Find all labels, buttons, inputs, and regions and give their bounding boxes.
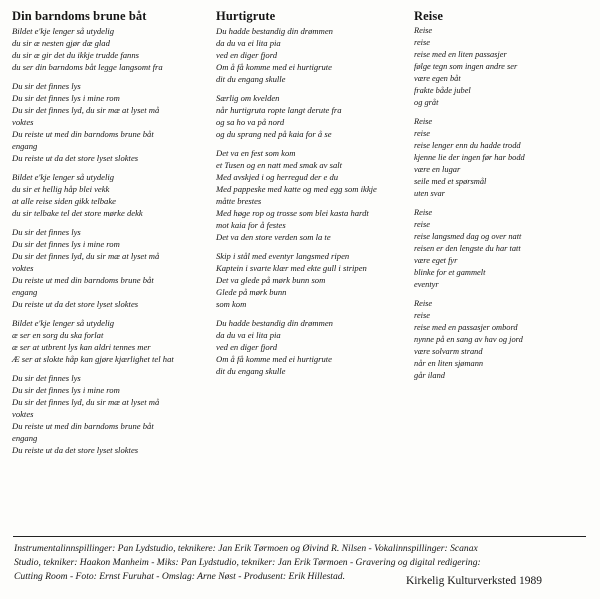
lyric-line: Du hadde bestandig din drømmen xyxy=(216,26,333,36)
lyric-line: æ ser en sorg du ska forlat xyxy=(12,330,104,340)
verse xyxy=(414,25,596,109)
lyric-line: Du sir det finnes lyd, du sir mæ at lyset må xyxy=(12,397,160,407)
lyric-line: frakte både jubel xyxy=(414,86,471,95)
lyric-line: være eget fyr xyxy=(414,256,458,265)
lyric-line: Du sir det finnes lys xyxy=(12,373,81,383)
lyric-line: Særlig om kvelden xyxy=(216,93,280,103)
lyric-line: Reise xyxy=(414,299,433,308)
lyric-line: da du va ei lita pia xyxy=(216,330,281,340)
lyric-line: kjenne lie der ingen før har bodd xyxy=(414,153,525,162)
lyric-line: du ser din barndoms båt legge langsomt fra xyxy=(12,62,163,72)
song-column-1 xyxy=(12,10,212,463)
lyric-line: du sir telbake tel det store mørke dekk xyxy=(12,208,143,218)
credits-line: Cutting Room - Foto: Ernst Furuhat - Omslag: Arne Nøst - Produsent: Erik Hillestad. xyxy=(14,571,345,582)
lyric-line: Du reiste ut da det store lyset sloktes xyxy=(12,445,139,455)
lyric-line: Det va en fest som kom xyxy=(216,148,296,158)
verse xyxy=(216,250,406,310)
lyric-line: Du sir det finnes lys xyxy=(12,227,81,237)
lyric-line: Reise xyxy=(414,208,433,217)
lyric-line: voktes xyxy=(12,409,34,419)
lyric-line: reise xyxy=(414,311,430,320)
lyric-line: engang xyxy=(12,287,38,297)
lyric-line: Bildet e'kje lenger så utydelig xyxy=(12,172,115,182)
verse xyxy=(12,80,212,164)
lyric-line: være en lugar xyxy=(414,165,461,174)
publisher-label: Kirkelig Kulturverksted 1989 xyxy=(406,575,543,587)
verse xyxy=(216,25,406,85)
lyric-line: seile med et spørsmål xyxy=(414,177,487,186)
lyric-line: engang xyxy=(12,141,38,151)
song-title: Reise xyxy=(414,9,443,23)
lyric-line: Glede på mørk bunn xyxy=(216,287,287,297)
lyric-line: Du hadde bestandig din drømmen xyxy=(216,318,333,328)
lyric-line: Med pappeske med katte og med egg som ikkje xyxy=(216,184,377,194)
verse xyxy=(216,92,406,140)
lyric-line: Med høge rop og trosse som blei kasta hardt xyxy=(216,208,369,218)
lyric-line: følge tegn som ingen andre ser xyxy=(414,62,518,71)
lyric-line: Æ ser at slokte håp kan gjøre kjærlighet tel hat xyxy=(12,354,174,364)
verse xyxy=(414,298,596,382)
lyric-line: og du sprang ned på kaia for å se xyxy=(216,129,332,139)
lyric-line: uten svar xyxy=(414,189,445,198)
lyric-line: voktes xyxy=(12,117,34,127)
lyric-line: Reise xyxy=(414,26,433,35)
lyric-line: dit du engang skulle xyxy=(216,366,286,376)
lyric-line: reise lenger enn du hadde trodd xyxy=(414,141,521,150)
lyric-line: Bildet e'kje lenger så utydelig xyxy=(12,318,115,328)
lyric-line: Du reiste ut med din barndoms brune båt xyxy=(12,129,154,139)
lyric-line: nynne på en sang av hav og jord xyxy=(414,335,523,344)
lyric-line: Du reiste ut med din barndoms brune båt xyxy=(12,421,154,431)
lyric-line: være solvarm strand xyxy=(414,347,483,356)
lyric-line: ved en diger fjord xyxy=(216,50,278,60)
lyric-line: reise med en liten passasjer xyxy=(414,50,507,59)
lyric-line: et Tusen og en natt med smak av salt xyxy=(216,160,343,170)
lyric-line: du sir et hellig håp blei vekk xyxy=(12,184,110,194)
verse xyxy=(12,226,212,310)
verse xyxy=(12,372,212,456)
lyric-line: reise xyxy=(414,129,430,138)
lyric-line: som kom xyxy=(216,299,247,309)
lyric-line: Reise xyxy=(414,117,433,126)
credits-line: Instrumentalinnspillinger: Pan Lydstudio, teknikere: Jan Erik Tørmoen og Øivind R. Nilsen - Vokalinnspillinger: Scanax xyxy=(14,543,478,554)
lyric-line: voktes xyxy=(12,263,34,273)
verse xyxy=(12,171,212,219)
lyric-line: engang xyxy=(12,433,38,443)
song-column-3 xyxy=(414,10,596,389)
verse xyxy=(12,25,212,73)
lyric-line: Bildet e'kje lenger så utydelig xyxy=(12,26,115,36)
song-column-2 xyxy=(216,10,406,384)
lyric-line: at alle reise siden gikk telbake xyxy=(12,196,116,206)
verse xyxy=(216,147,406,243)
lyric-line: reise xyxy=(414,220,430,229)
lyric-line: Du reiste ut med din barndoms brune båt xyxy=(12,275,154,285)
lyric-line: Kaptein i svarte klær med ekte gull i stripen xyxy=(216,263,367,273)
lyric-line: og gråt xyxy=(414,98,439,107)
lyric-line: Du sir det finnes lys i mine rom xyxy=(12,385,120,395)
credits-line: Studio, tekniker: Haakon Manheim - Miks: Pan Lydstudio, tekniker: Jan Erik Tørmoen - Gravering og digital redigering: xyxy=(14,557,481,568)
lyric-line: når en liten sjømann xyxy=(414,359,484,368)
lyric-line: Det va den store verden som la te xyxy=(216,232,331,242)
lyric-line: mot kaia for å festes xyxy=(216,220,286,230)
lyric-line: Om å få komme med ei hurtigrute xyxy=(216,354,332,364)
lyric-line: Det va glede på mørk bunn som xyxy=(216,275,326,285)
lyric-line: måtte brestes xyxy=(216,196,262,206)
lyric-line: Du sir det finnes lys xyxy=(12,81,81,91)
lyric-line: blinke for et gammelt xyxy=(414,268,486,277)
lyric-line: ved en diger fjord xyxy=(216,342,278,352)
song-title: Hurtigrute xyxy=(216,9,276,23)
lyric-line: Du reiste ut da det store lyset sloktes xyxy=(12,153,139,163)
verse xyxy=(414,116,596,200)
lyric-line: reise med en passasjer ombord xyxy=(414,323,518,332)
lyric-line: du sir æ gir det du ikkje trudde fanns xyxy=(12,50,139,60)
lyric-line: reisen er den lengste du har tatt xyxy=(414,244,521,253)
lyric-line: dit du engang skulle xyxy=(216,74,286,84)
lyric-line: Du reiste ut da det store lyset sloktes xyxy=(12,299,139,309)
lyric-line: reise xyxy=(414,38,430,47)
lyric-line: da du va ei lita pia xyxy=(216,38,281,48)
lyric-line: være egen båt xyxy=(414,74,461,83)
lyric-line: når hurtigruta ropte langt derute fra xyxy=(216,105,342,115)
divider-rule xyxy=(13,536,586,537)
lyric-line: Du sir det finnes lyd, du sir mæ at lyset må xyxy=(12,251,160,261)
lyric-line: reise langsmed dag og over natt xyxy=(414,232,522,241)
lyric-line: du sir æ nesten gjør dæ glad xyxy=(12,38,110,48)
lyric-line: Du sir det finnes lys i mine rom xyxy=(12,239,120,249)
lyric-line: Med avskjed i og herregud der e du xyxy=(216,172,339,182)
lyric-line: æ ser at utbrent lys kan aldri tennes mer xyxy=(12,342,151,352)
verse xyxy=(12,317,212,365)
song-title: Din barndoms brune båt xyxy=(12,9,147,23)
lyric-line: eventyr xyxy=(414,280,439,289)
lyric-line: går iland xyxy=(414,371,445,380)
verse xyxy=(216,317,406,377)
lyric-line: Skip i stål med eventyr langsmed ripen xyxy=(216,251,350,261)
lyric-line: Du sir det finnes lys i mine rom xyxy=(12,93,120,103)
lyric-line: Du sir det finnes lyd, du sir mæ at lyset må xyxy=(12,105,160,115)
verse xyxy=(414,207,596,291)
lyric-line: Om å få komme med ei hurtigrute xyxy=(216,62,332,72)
lyric-line: og sa ho va på nord xyxy=(216,117,285,127)
